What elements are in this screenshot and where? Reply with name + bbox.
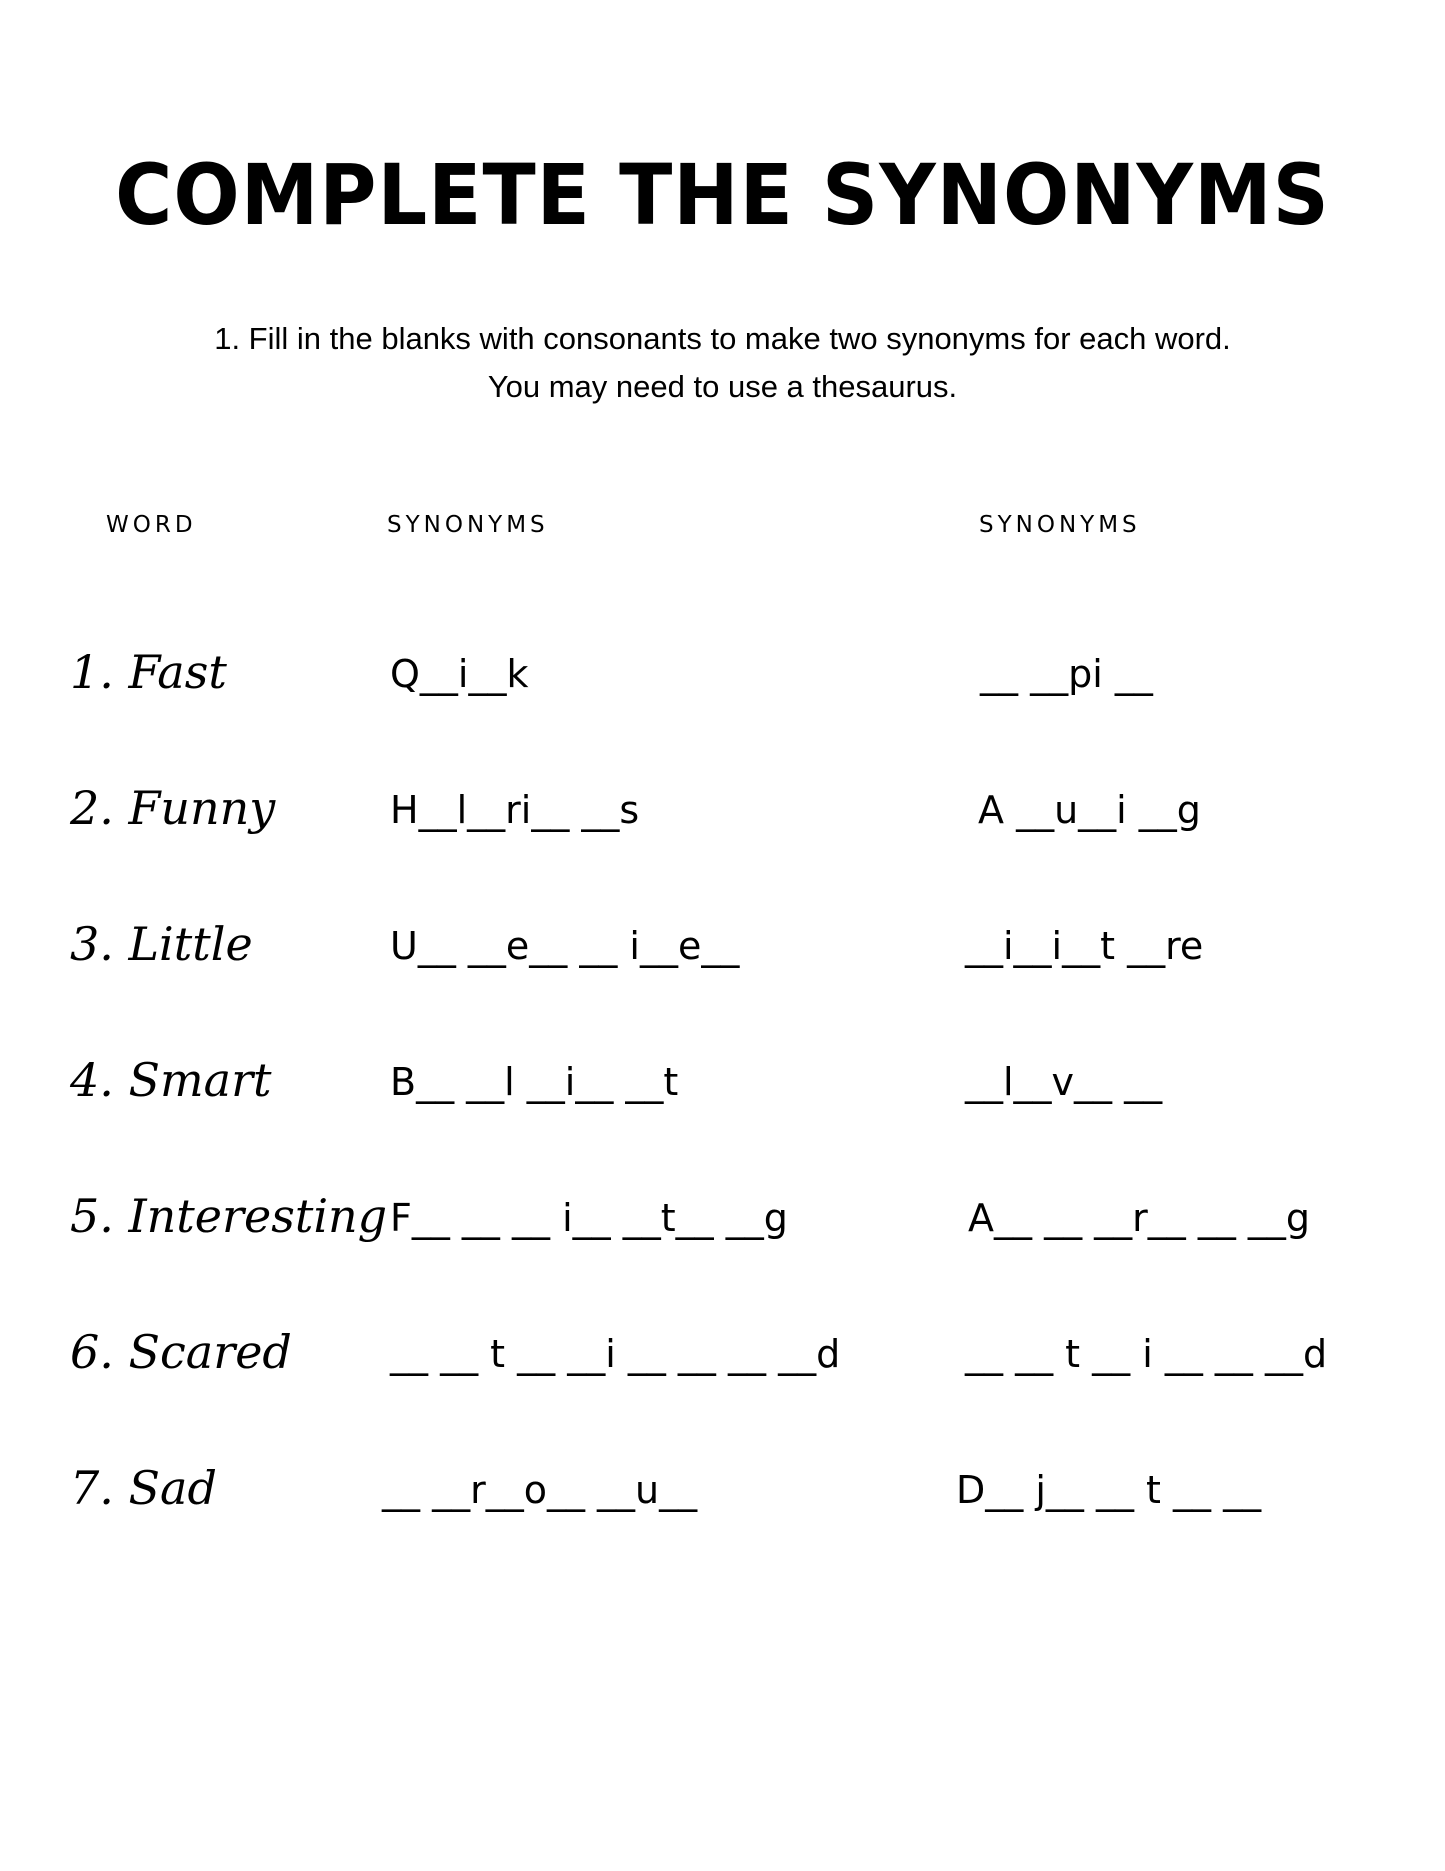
synonym-blank-1: F__ __ __ i__ __t__ __g — [390, 1196, 788, 1240]
worksheet-row — [0, 1320, 1445, 1400]
worksheet-row — [0, 912, 1445, 992]
synonym-blank-1: B__ __l __i__ __t — [390, 1060, 679, 1104]
synonym-blank-2: D__ j__ __ t __ __ — [956, 1468, 1262, 1512]
synonym-blank-2: __ __ t __ i __ __ __d — [965, 1332, 1328, 1376]
instructions-line-2: You may need to use a thesaurus. — [487, 369, 958, 404]
word-label: 3. Little — [70, 917, 253, 971]
synonym-blank-2: A__ __ __r__ __ __g — [968, 1196, 1311, 1240]
column-header-synonyms-2: SYNONYMS — [979, 512, 1141, 538]
synonym-blank-2: __l__v__ __ — [965, 1060, 1163, 1104]
synonym-blank-1: __ __ t __ __i __ __ __ __d — [390, 1332, 841, 1376]
instructions-line-1: 1. Fill in the blanks with consonants to make two synonyms for each word. — [214, 321, 1231, 356]
worksheet-row — [0, 640, 1445, 720]
column-header-synonyms-1: SYNONYMS — [387, 512, 549, 538]
synonym-blank-2: __i__i__t __re — [965, 924, 1204, 968]
worksheet-row — [0, 1456, 1445, 1536]
word-label: 5. Interesting — [70, 1189, 388, 1243]
synonym-blank-1: Q__i__k — [390, 652, 529, 696]
synonym-blank-2: __ __pi __ — [980, 652, 1153, 696]
synonym-blank-1: __ __r__o__ __u__ — [382, 1468, 698, 1512]
instructions — [0, 315, 1445, 411]
word-label: 2. Funny — [70, 781, 276, 835]
worksheet-row — [0, 1048, 1445, 1128]
word-label: 7. Sad — [70, 1461, 217, 1515]
synonym-blank-1: H__l__ri__ __s — [390, 788, 640, 832]
column-header-word: WORD — [106, 512, 197, 538]
word-label: 1. Fast — [70, 645, 227, 699]
synonym-blank-1: U__ __e__ __ i__e__ — [390, 924, 740, 968]
page-title: COMPLETE THE SYNONYMS — [115, 147, 1330, 245]
word-label: 4. Smart — [70, 1053, 272, 1107]
worksheet-row — [0, 1184, 1445, 1264]
worksheet-row — [0, 776, 1445, 856]
synonym-blank-2: A __u__i __g — [978, 788, 1201, 832]
word-label: 6. Scared — [70, 1325, 292, 1379]
